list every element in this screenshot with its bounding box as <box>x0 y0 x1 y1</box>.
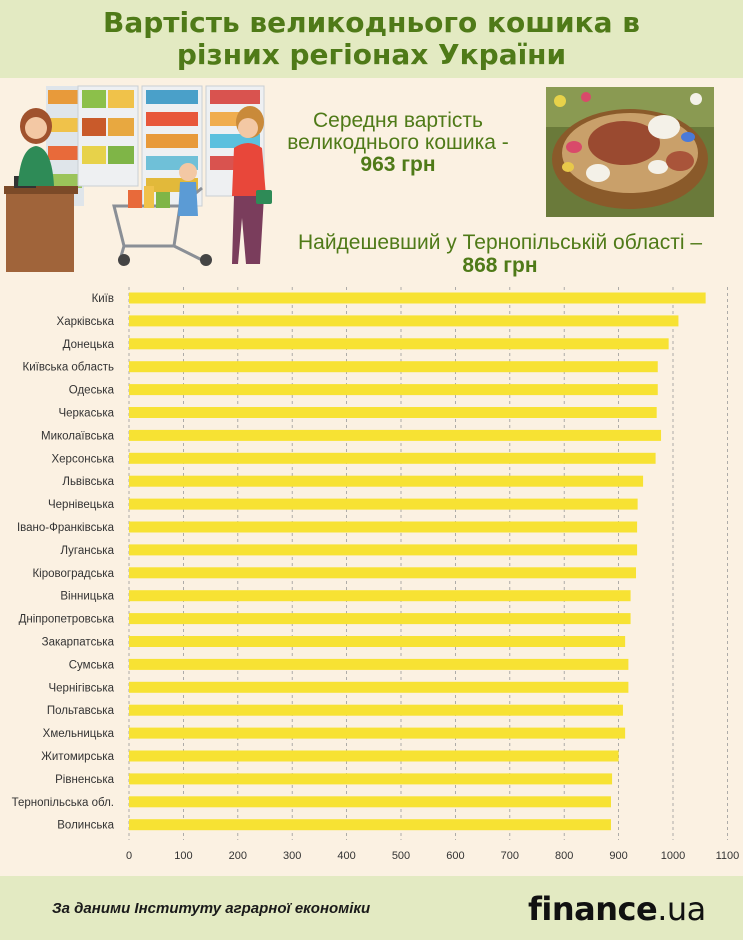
page-title: Вартість великоднього кошика в різних регіонах України <box>103 6 640 71</box>
x-tick-label: 600 <box>446 850 465 862</box>
bar <box>129 590 631 601</box>
bar <box>129 636 625 647</box>
x-tick-label: 300 <box>283 850 302 862</box>
bar <box>129 338 669 349</box>
category-label: Чернігівська <box>48 682 114 695</box>
x-tick-label: 200 <box>228 850 247 862</box>
x-tick-label: 900 <box>609 850 628 862</box>
category-label: Київська область <box>22 361 114 374</box>
bar <box>129 613 631 624</box>
category-label: Харківська <box>56 315 114 328</box>
x-tick-label: 400 <box>337 850 356 862</box>
x-tick-label: 500 <box>391 850 411 862</box>
category-label: Чернівецька <box>48 499 114 512</box>
category-label: Дніпропетровська <box>18 613 114 626</box>
average-cost-note <box>282 110 514 176</box>
bars <box>129 293 706 831</box>
category-label: Київ <box>91 293 114 305</box>
x-tick-label: 1100 <box>715 850 740 862</box>
category-label: Рівненська <box>55 773 114 786</box>
bar <box>129 659 628 670</box>
category-label: Луганська <box>60 544 114 557</box>
x-axis-ticks <box>126 850 739 862</box>
finance-ua-logo <box>528 890 706 928</box>
logo-main-text: finance <box>528 890 658 928</box>
bar <box>129 751 619 762</box>
footer-band <box>0 876 743 940</box>
average-cost-value: 963 грн <box>360 153 436 176</box>
source-note: За даними Інституту аграрної економіки <box>52 900 371 917</box>
shop-illustration <box>2 78 274 274</box>
cheapest-region-value: 868 грн <box>462 254 538 277</box>
category-label: Миколаївська <box>40 430 114 443</box>
x-tick-label: 700 <box>500 850 519 862</box>
bar <box>129 773 612 784</box>
bar <box>129 499 638 510</box>
bar <box>129 819 611 830</box>
x-tick-label: 800 <box>555 850 574 862</box>
x-tick-label: 1000 <box>660 850 686 862</box>
cash-counter-icon <box>4 176 78 272</box>
category-label: Кіровоградська <box>32 567 114 580</box>
category-label: Тернопільська обл. <box>11 796 114 809</box>
category-label: Вінницька <box>60 590 114 603</box>
cheapest-region-note <box>272 231 728 277</box>
category-label: Волинська <box>57 819 114 832</box>
bar <box>129 705 623 716</box>
category-label: Польтавська <box>46 705 114 718</box>
bar <box>129 407 657 418</box>
x-tick-label: 100 <box>174 850 193 862</box>
average-cost-text: Середня вартість великоднього кошика - <box>287 109 509 154</box>
bar <box>129 567 636 578</box>
bar <box>129 682 628 693</box>
bar <box>129 728 625 739</box>
category-label: Хмельницька <box>42 728 114 741</box>
easter-basket-photo <box>546 87 714 217</box>
bar <box>129 384 658 395</box>
bar <box>129 361 658 372</box>
category-label: Львівська <box>62 476 114 489</box>
bar <box>129 430 661 441</box>
bar <box>129 315 678 326</box>
category-label: Закарпатська <box>41 636 114 649</box>
bar-chart <box>0 285 743 865</box>
bar <box>129 453 656 464</box>
title-band <box>0 0 743 78</box>
category-labels <box>12 293 115 832</box>
category-label: Одеська <box>68 384 114 397</box>
shopper-woman-icon <box>232 106 272 264</box>
cheapest-region-text: Найдешевший у Тернопільській області – <box>297 231 703 254</box>
category-label: Донецька <box>62 338 114 351</box>
bar <box>129 544 637 555</box>
bar <box>129 522 637 533</box>
child-icon <box>178 163 198 216</box>
category-label: Черкаська <box>58 407 114 420</box>
category-label: Івано-Франківська <box>16 522 114 534</box>
bar <box>129 476 643 487</box>
category-label: Херсонська <box>51 453 114 466</box>
bar <box>129 293 706 304</box>
x-tick-label: 0 <box>125 850 133 862</box>
shelves-icon <box>46 86 264 206</box>
bar <box>129 796 611 807</box>
logo-tld-text: .ua <box>657 890 706 928</box>
category-label: Житомирська <box>41 751 114 763</box>
category-label: Сумська <box>68 659 114 672</box>
